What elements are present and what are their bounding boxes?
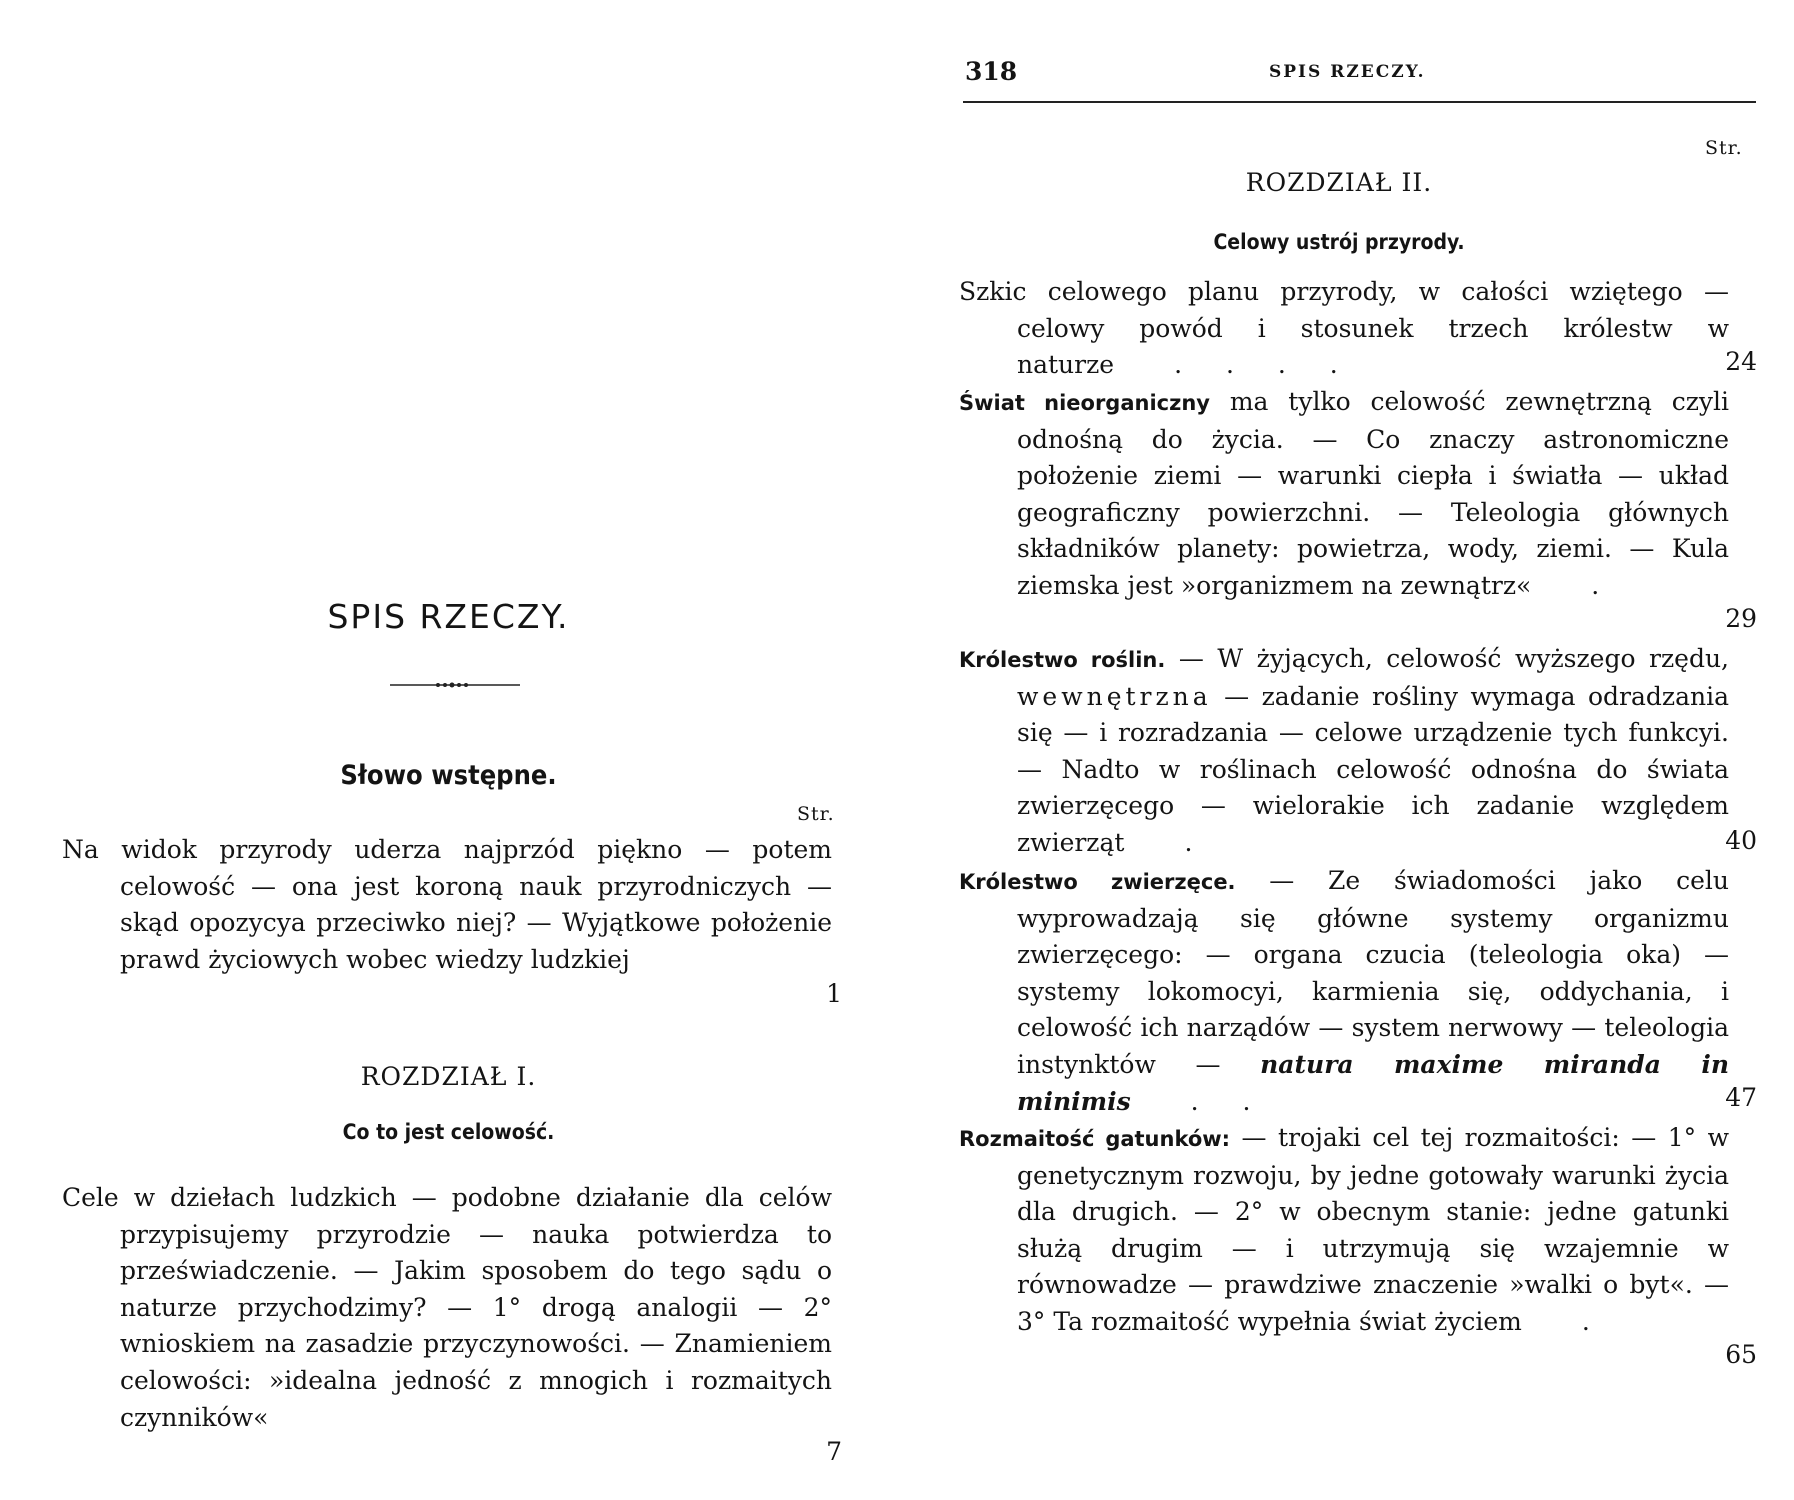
toc-entry-text: — zadanie rośliny wymaga odradzania się — i rozradzania — celowe urządzenie tych funkcyi. — Nadto w roślinach celowość odnośna do świata zwierzęcego — wielorakie ich zadanie względem zwierząt	[1017, 681, 1729, 857]
dot-leader: .	[1591, 570, 1618, 600]
toc-page-number: 65	[1725, 1340, 1757, 1369]
chapter-heading: ROZDZIAŁ II.	[1245, 168, 1433, 197]
toc-entry-text: — trojaki cel tej rozmaitości: — 1° w genetycznym rozwoju, by jedne gotowały warunki życia dla drugich. — 2° w obecnym stanie: jedne gatunki służą drugim — i utrzymują się wzajemnie w równowadze — prawdziwe znaczenie »walki o byt«. — 3° Ta rozmaitość wypełnia świat życiem	[1017, 1123, 1729, 1336]
toc-entry-text: — W żyjących, celowość wyższego rzędu,	[1165, 644, 1729, 673]
toc-entry	[959, 384, 1729, 605]
toc-page-number: 47	[1725, 1083, 1757, 1112]
str-label: Str.	[797, 803, 835, 825]
toc-entry-lead: Świat nieorganiczny	[959, 391, 1210, 415]
chapter-subheading: Co to jest celowość.	[342, 1120, 555, 1144]
toc-entry-preface	[62, 832, 832, 978]
page-title: SPIS RZECZY.	[327, 597, 570, 636]
toc-entry	[959, 1120, 1729, 1341]
preface-heading: Słowo wstępne.	[340, 760, 557, 791]
toc-entry-lead: Królestwo zwierzęce.	[959, 870, 1236, 894]
running-page-number: 318	[965, 57, 1018, 86]
toc-page-number: 40	[1725, 826, 1757, 855]
toc-entry-text: Na widok przyrody uderza najprzód piękno — potem celowość — ona jest koroną nauk przyrodniczych — skąd opozycya przeciwko niej? — Wyjątkowe położenie prawd życiowych wobec wiedzy ludzkiej	[62, 835, 832, 974]
toc-entry-text: — Ze świadomości jako celu wyprowadzają się główne systemy organizmu zwierzęcego: — organa czucia (teleologia oka) — systemy lokomocyi, karmienia się, oddychania, i celowość ich narządów — system nerwowy — teleologia instynktów —	[1017, 866, 1729, 1079]
dot-leader: .	[1184, 827, 1211, 857]
toc-entry-text: Cele w dziełach ludzkich — podobne działanie dla celów przypisujemy przyrodzie — nauka potwierdza to przeświadczenie. — Jakim sposobem do tego sądu o naturze przychodzimy? — 1° drogą analogii — 2° wnioskiem na zasadzie przyczynowości. — Znamieniem celowości: »idealna jedność z mnogich i rozmaitych czynników«	[62, 1183, 832, 1432]
str-label: Str.	[1705, 137, 1743, 159]
right-page	[897, 0, 1794, 1500]
toc-entry-latin: natura maxime miranda in minimis	[1017, 1049, 1729, 1116]
toc-entry-lead: Królestwo roślin.	[959, 648, 1166, 672]
toc-entry	[959, 274, 1729, 384]
toc-entry-chapter1	[62, 1180, 832, 1436]
toc-page-number: 29	[1725, 604, 1757, 633]
toc-entry	[959, 641, 1729, 862]
dot-leader: . . . .	[1174, 350, 1356, 380]
toc-entry-text: ma tylko celowość zewnętrzną czyli odnośną do życia. — Co znaczy astronomiczne położenie ziemi — warunki ciepła i światła — układ geograficzny powierzchni. — Teleologia głównych składników planety: powietrza, wody, ziemi. — Kula ziemska jest »organizmem na zewnątrz«	[1017, 387, 1729, 600]
toc-entry-text: Szkic celowego planu przyrody, w całości wziętego — celowy powód i stosunek trzech królestw w naturze	[959, 277, 1729, 380]
header-rule	[963, 101, 1756, 103]
ornament-divider	[390, 680, 520, 690]
toc-page-number: 7	[826, 1437, 842, 1466]
dot-leader: .	[1581, 1306, 1608, 1336]
running-title: SPIS RZECZY.	[1269, 62, 1426, 82]
dot-leader: . .	[1190, 1086, 1269, 1116]
chapter-heading: ROZDZIAŁ I.	[360, 1062, 537, 1091]
toc-page-number: 24	[1725, 347, 1757, 376]
toc-page-number: 1	[826, 979, 842, 1008]
toc-entry	[959, 863, 1729, 1120]
toc-entry-lead: Rozmaitość gatunków:	[959, 1127, 1231, 1151]
toc-entry-emphasis: wewnętrzna	[1017, 681, 1212, 711]
chapter-subheading: Celowy ustrój przyrody.	[1213, 230, 1465, 254]
